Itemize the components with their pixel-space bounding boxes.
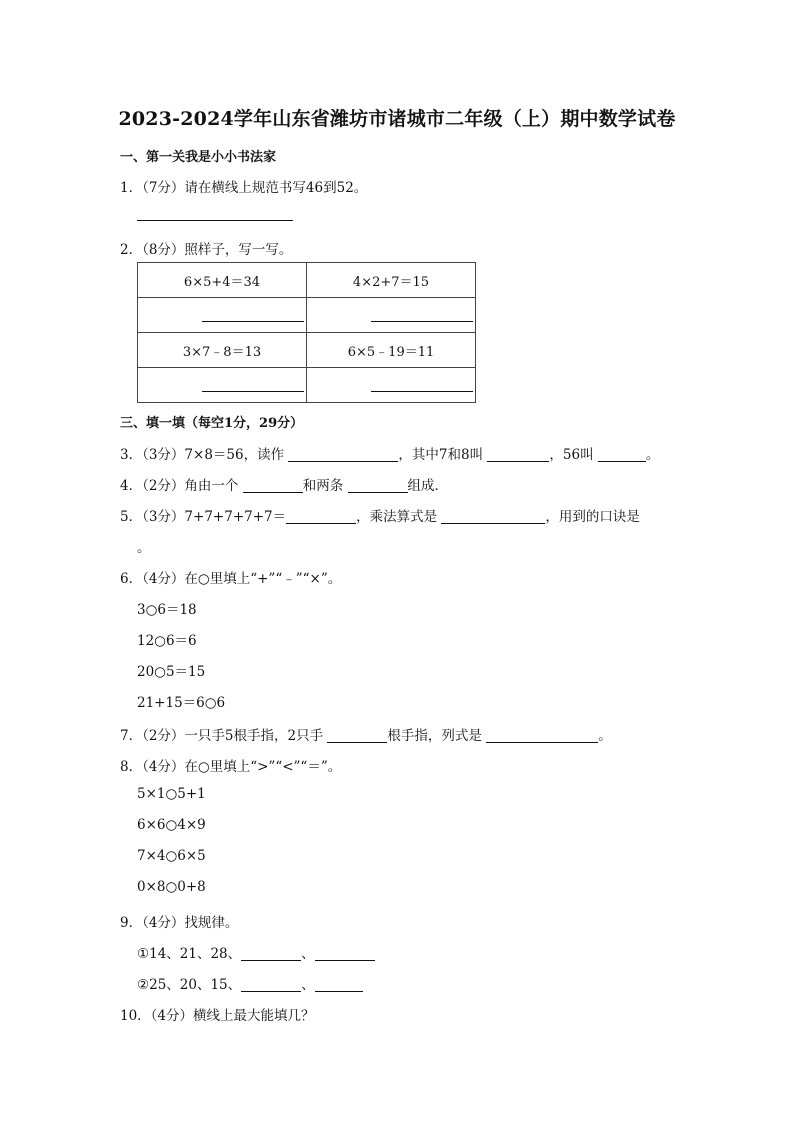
q5-text-c: ，用到的口诀是 bbox=[545, 509, 640, 525]
q2-answer-line-2[interactable] bbox=[371, 321, 473, 322]
q2-answer-line-4[interactable] bbox=[371, 391, 473, 392]
question-7 bbox=[120, 724, 612, 744]
section-calligraphy: 一、第一关我是小小书法家 bbox=[120, 150, 277, 165]
q3-text-d: 。 bbox=[645, 447, 660, 463]
q8-item-4[interactable]: 0×8○0+8 bbox=[137, 879, 206, 895]
q9-item-2-sep: 、 bbox=[301, 977, 315, 993]
q1-answer-line[interactable] bbox=[137, 220, 293, 221]
q4-text-b: 和两条 bbox=[302, 478, 344, 494]
q7-text-b: 根手指，列式是 bbox=[387, 728, 482, 744]
q9-item-1-blank-2[interactable] bbox=[315, 946, 375, 961]
q7-text-a: 7．（2分）一只手5根手指，2只手 bbox=[120, 728, 324, 744]
q9-item-1-sep: 、 bbox=[301, 946, 315, 962]
question-1: 1．（7分）请在横线上规范书写46到52。 bbox=[120, 180, 368, 196]
q6-item-4[interactable]: 21+15＝6○6 bbox=[137, 695, 226, 711]
q5-end: 。 bbox=[137, 540, 151, 556]
q2-answer-line-1[interactable] bbox=[202, 321, 304, 322]
q3-text-b: ，其中7和8叫 bbox=[398, 447, 484, 463]
q7-blank-2[interactable] bbox=[486, 728, 598, 743]
q3-blank-3[interactable] bbox=[598, 447, 646, 462]
q7-text-c: 。 bbox=[598, 728, 612, 744]
q2-example-2: 4×2+7＝15 bbox=[307, 263, 476, 298]
q9-item-2-blank-2[interactable] bbox=[315, 977, 363, 992]
q2-example-3: 3×7﹣8＝13 bbox=[138, 333, 307, 368]
question-10: 10．（4分）横线上最大能填几？ bbox=[120, 1008, 315, 1024]
question-3 bbox=[120, 443, 659, 463]
q9-item-2-text: ②25、20、15、 bbox=[137, 977, 242, 993]
q9-item-2-blank-1[interactable] bbox=[241, 977, 301, 992]
q4-text-c: 组成． bbox=[407, 478, 449, 494]
question-8: 8．（4分）在○里填上“>”“<”“＝”。 bbox=[120, 759, 342, 775]
q9-item-1 bbox=[137, 942, 375, 962]
q6-item-3[interactable]: 20○5＝15 bbox=[137, 664, 206, 680]
q3-blank-1[interactable] bbox=[288, 447, 398, 462]
q3-text-a: 3．（3分）7×8＝56，读作 bbox=[120, 447, 285, 463]
q8-item-2[interactable]: 6×6○4×9 bbox=[137, 817, 206, 833]
q2-answer-cell-2[interactable] bbox=[307, 298, 476, 333]
q6-item-1[interactable]: 3○6＝18 bbox=[137, 602, 197, 618]
q2-answer-cell-1[interactable] bbox=[138, 298, 307, 333]
q4-blank-2[interactable] bbox=[348, 478, 408, 493]
q8-item-1[interactable]: 5×1○5+1 bbox=[137, 786, 206, 802]
q2-example-table bbox=[137, 262, 476, 403]
q2-answer-line-3[interactable] bbox=[202, 391, 304, 392]
q5-blank-2[interactable] bbox=[441, 509, 545, 524]
q2-example-1: 6×5+4＝34 bbox=[138, 263, 307, 298]
q2-answer-cell-3[interactable] bbox=[138, 368, 307, 403]
q5-blank-1[interactable] bbox=[286, 509, 356, 524]
q4-text-a: 4．（2分）角由一个 bbox=[120, 478, 239, 494]
q3-text-c: ，56叫 bbox=[549, 447, 594, 463]
q7-blank-1[interactable] bbox=[327, 728, 387, 743]
q9-item-1-text: ①14、21、28、 bbox=[137, 946, 242, 962]
exam-title: 2023-2024学年山东省潍坊市诸城市二年级（上）期中数学试卷 bbox=[118, 108, 676, 130]
q9-item-1-blank-1[interactable] bbox=[241, 946, 301, 961]
q5-text-a: 5．（3分）7+7+7+7+7＝ bbox=[120, 509, 287, 525]
question-2: 2．（8分）照样子，写一写。 bbox=[120, 242, 293, 258]
q5-text-b: ，乘法算式是 bbox=[356, 509, 438, 525]
question-6: 6．（4分）在○里填上“+”“﹣”“×”。 bbox=[120, 571, 342, 587]
question-5 bbox=[120, 505, 640, 525]
question-4 bbox=[120, 474, 448, 494]
q8-item-3[interactable]: 7×4○6×5 bbox=[137, 848, 206, 864]
q4-blank-1[interactable] bbox=[243, 478, 303, 493]
question-9: 9．（4分）找规律。 bbox=[120, 915, 239, 931]
q2-example-4: 6×5﹣19＝11 bbox=[307, 333, 476, 368]
q6-item-2[interactable]: 12○6＝6 bbox=[137, 633, 197, 649]
q3-blank-2[interactable] bbox=[487, 447, 549, 462]
q2-answer-cell-4[interactable] bbox=[307, 368, 476, 403]
section-fill-in: 三、填一填（每空1分，29分） bbox=[120, 416, 304, 431]
q9-item-2 bbox=[137, 973, 363, 993]
